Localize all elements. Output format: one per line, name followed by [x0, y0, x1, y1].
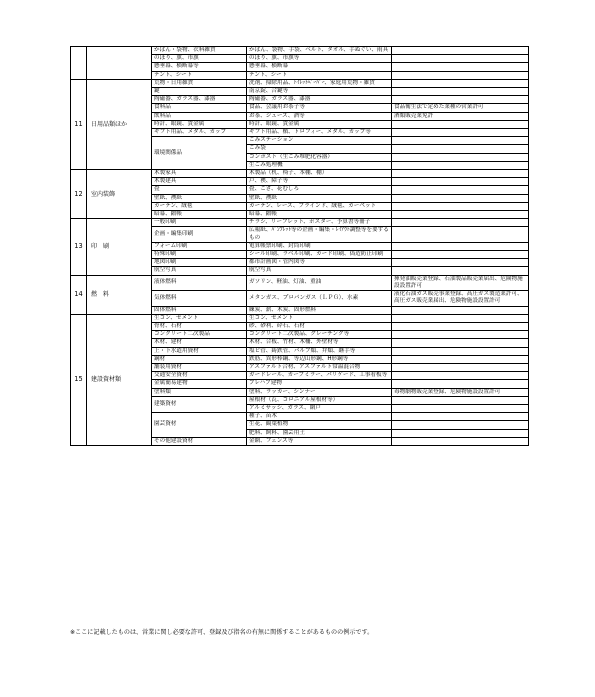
- license-cell: [392, 194, 529, 202]
- examples-cell: アルミサッシ、ガラス、網戸: [247, 404, 392, 412]
- examples-cell: 練炭、薪、木炭、固形燃料: [247, 306, 392, 314]
- subcategory-cell: 生コン、セメント: [152, 314, 247, 322]
- subcategory-cell: 食料品: [152, 104, 247, 112]
- examples-cell: コンポスト（生ごみ堆肥化容器）: [247, 153, 392, 161]
- examples-cell: 種子、苗木: [247, 413, 392, 421]
- license-cell: [392, 355, 529, 363]
- license-cell: [392, 331, 529, 339]
- license-cell: [392, 96, 529, 104]
- examples-cell: のぼり、旗、市旗等: [247, 55, 392, 63]
- subcategory-cell: テント、シート: [152, 71, 247, 79]
- subcategory-cell: カーテン、絨毯: [152, 202, 247, 210]
- license-cell: [392, 71, 529, 79]
- category-number: [71, 47, 87, 80]
- subcategory-cell: かばん・袋物、衣料雑貨: [152, 47, 247, 55]
- license-cell: [392, 88, 529, 96]
- subcategory-cell: 骨材、石材: [152, 322, 247, 330]
- subcategory-cell: 液体燃料: [152, 275, 247, 290]
- examples-cell: アスファルト合材、アスファルト常温混合物: [247, 363, 392, 371]
- examples-cell: 砂、砂利、砕石、石材: [247, 322, 392, 330]
- license-cell: [392, 322, 529, 330]
- subcategory-cell: 地図印刷: [152, 259, 247, 267]
- examples-cell: プレハブ建物: [247, 380, 392, 388]
- subcategory-cell: 荒物・日用雑貨: [152, 79, 247, 87]
- license-cell: 食品衛生法で定めた業種の営業許可: [392, 104, 529, 112]
- license-cell: [392, 372, 529, 380]
- license-cell: [392, 437, 529, 445]
- examples-cell: 生ごみ処理機: [247, 161, 392, 169]
- subcategory-cell: 環境関係品: [152, 137, 247, 170]
- license-cell: 酒類販売業免許: [392, 112, 529, 120]
- subcategory-cell: 舗装用資材: [152, 363, 247, 371]
- subcategory-cell: その他建設資材: [152, 437, 247, 445]
- examples-cell: カーテン、レース、ブラインド、絨毯、カーペット: [247, 202, 392, 210]
- examples-cell: ガードレール、カーブミラー、バリケード、工事看板等: [247, 372, 392, 380]
- examples-cell: 広報紙、ﾊﾟﾝﾌﾚｯﾄ等の企画・編集・ﾚｲｱｳﾄ調整等を要するもの: [247, 227, 392, 242]
- license-cell: [392, 429, 529, 437]
- subcategory-cell: 飲料品: [152, 112, 247, 120]
- subcategory-cell: 木材、建材: [152, 339, 247, 347]
- table-row: [71, 170, 529, 178]
- category-name: 建設資材類: [87, 314, 152, 445]
- subcategory-cell: 一般印刷: [152, 219, 247, 227]
- table-row: [71, 219, 529, 227]
- subcategory-cell: コンクリート二次製品: [152, 331, 247, 339]
- examples-cell: ごみステーション: [247, 137, 392, 145]
- license-cell: [392, 227, 529, 242]
- license-cell: [392, 47, 529, 55]
- examples-cell: 戸、襖、障子等: [247, 178, 392, 186]
- license-cell: 液化石油ガス販売事業登録、高圧ガス製造業許可、高圧ガス販売業届出、危険物施設設置許可: [392, 291, 529, 306]
- license-cell: [392, 137, 529, 145]
- license-cell: [392, 202, 529, 210]
- examples-cell: テント、シート: [247, 71, 392, 79]
- examples-cell: チラシ、リーフレット、ポスター、予算書等冊子: [247, 219, 392, 227]
- category-number: 12: [71, 170, 87, 219]
- examples-cell: ごみ袋: [247, 145, 392, 153]
- category-number: 11: [71, 79, 87, 169]
- license-cell: [392, 211, 529, 219]
- category-name: 印 刷: [87, 219, 152, 275]
- category-name: 室内装飾: [87, 170, 152, 219]
- license-cell: [392, 120, 529, 128]
- license-cell: [392, 170, 529, 178]
- license-cell: [392, 55, 529, 63]
- category-name: [87, 47, 152, 80]
- examples-cell: 畳、ござ、花むしろ: [247, 186, 392, 194]
- examples-cell: 木材、合板、竹材、木柵、外壁材等: [247, 339, 392, 347]
- examples-cell: 肥料、飼料、園芸用土: [247, 429, 392, 437]
- examples-cell: 木製品（机、椅子、本棚、棚）: [247, 170, 392, 178]
- table-row: [71, 314, 529, 322]
- examples-cell: 時計、眼鏡、貴金属: [247, 120, 392, 128]
- subcategory-cell: 時計、眼鏡、貴金属: [152, 120, 247, 128]
- subcategory-cell: 特殊印刷: [152, 251, 247, 259]
- license-cell: [392, 242, 529, 250]
- license-cell: 揮発油販売業登録、石油製品販売業届出、危険物施設設置許可: [392, 275, 529, 290]
- subcategory-cell: 金属簡易建物: [152, 380, 247, 388]
- examples-cell: 壁紙、襖紙: [247, 194, 392, 202]
- examples-cell: 鉄筋、異形棒鋼、等辺山形鋼、H形鋼等: [247, 355, 392, 363]
- examples-cell: 屋根材（瓦、コロニアル屋根材等）: [247, 396, 392, 404]
- license-cell: [392, 251, 529, 259]
- license-cell: [392, 267, 529, 275]
- footnote: ※ここに記載したものは、営業に関し必要な許可、登録及び指名の有無に関係することがあるものの例示です。: [70, 629, 374, 636]
- subcategory-cell: 航空写真: [152, 267, 247, 275]
- subcategory-cell: 鋼材: [152, 355, 247, 363]
- subcategory-cell: 建築資材: [152, 396, 247, 412]
- license-cell: [392, 153, 529, 161]
- examples-cell: 陶磁器、ガラス器、漆器: [247, 96, 392, 104]
- license-cell: [392, 161, 529, 169]
- examples-cell: 航空写真: [247, 267, 392, 275]
- license-cell: 毒物劇物販売業登録、危険物施設設置許可: [392, 388, 529, 396]
- license-cell: [392, 314, 529, 322]
- table-row: [71, 79, 529, 87]
- subcategory-cell: 上・下水道用資材: [152, 347, 247, 355]
- examples-cell: かばん、袋物、手袋、ベルト、タオル、手ぬぐい、雨具: [247, 47, 392, 55]
- examples-cell: ギフト用品、楯、トロフィー、メダル、カップ等: [247, 129, 392, 137]
- license-cell: [392, 259, 529, 267]
- license-cell: [392, 219, 529, 227]
- category-name: 燃 料: [87, 275, 152, 314]
- subcategory-cell: 畳: [152, 186, 247, 194]
- subcategory-cell: 壁紙、襖紙: [152, 194, 247, 202]
- subcategory-cell: 塗料類: [152, 388, 247, 396]
- subcategory-cell: のぼり、旗、市旗: [152, 55, 247, 63]
- examples-cell: 懸垂幕、横断幕: [247, 63, 392, 71]
- subcategory-cell: 懸垂幕、横断幕等: [152, 63, 247, 71]
- license-cell: [392, 63, 529, 71]
- examples-cell: 塗料、ラッカー、シンナー: [247, 388, 392, 396]
- license-cell: [392, 380, 529, 388]
- examples-cell: 生花、観葉植物: [247, 421, 392, 429]
- license-cell: [392, 347, 529, 355]
- subcategory-cell: 固体燃料: [152, 306, 247, 314]
- license-cell: [392, 145, 529, 153]
- license-cell: [392, 79, 529, 87]
- subcategory-cell: 木製家具: [152, 170, 247, 178]
- examples-cell: コンクリート二次製品、グレーチング等: [247, 331, 392, 339]
- examples-cell: 洗剤、掃除用品、ﾄｲﾚｯﾄﾍﾟｰﾊﾟｰ、家庭用荒物・雑貨: [247, 79, 392, 87]
- category-number: 14: [71, 275, 87, 314]
- category-name: 日用品類ほか: [87, 79, 152, 169]
- examples-cell: お茶、ジュース、酒等: [247, 112, 392, 120]
- license-cell: [392, 413, 529, 421]
- subcategory-cell: 陶磁器、ガラス器、漆器: [152, 96, 247, 104]
- subcategory-cell: 気体燃料: [152, 291, 247, 306]
- license-cell: [392, 404, 529, 412]
- examples-cell: 食品、会議用お茶子等: [247, 104, 392, 112]
- subcategory-cell: 交通安全資材: [152, 372, 247, 380]
- examples-cell: 都市計画図・管内図等: [247, 259, 392, 267]
- subcategory-cell: 園芸資材: [152, 413, 247, 438]
- examples-cell: 生コン、セメント: [247, 314, 392, 322]
- license-cell: [392, 178, 529, 186]
- examples-cell: 南京錠、合鍵等: [247, 88, 392, 96]
- examples-cell: メタンガス、プロパンガス（ＬＰＧ）、水素: [247, 291, 392, 306]
- table-row: [71, 275, 529, 290]
- license-cell: [392, 339, 529, 347]
- category-number: 13: [71, 219, 87, 275]
- license-cell: [392, 186, 529, 194]
- examples-cell: 電算帳票印刷、封筒印刷: [247, 242, 392, 250]
- license-cell: [392, 363, 529, 371]
- subcategory-cell: フォーム印刷: [152, 242, 247, 250]
- category-number: 15: [71, 314, 87, 445]
- license-cell: [392, 421, 529, 429]
- license-cell: [392, 129, 529, 137]
- examples-cell: 暗幕、緞帳: [247, 211, 392, 219]
- category-table: [70, 46, 529, 446]
- table-row: [71, 47, 529, 55]
- examples-cell: シール印刷、ラベル印刷、カード印刷、偽造防止印刷: [247, 251, 392, 259]
- examples-cell: 塩ビ管、鋳鉄管、バルブ類、弁類、継手等: [247, 347, 392, 355]
- examples-cell: 金網、フェンス等: [247, 437, 392, 445]
- subcategory-cell: ギフト用品、メダル、カップ: [152, 129, 247, 137]
- subcategory-cell: 鍵: [152, 88, 247, 96]
- license-cell: [392, 306, 529, 314]
- subcategory-cell: 企画・編集印刷: [152, 227, 247, 242]
- examples-cell: ガソリン、軽油、灯油、重油: [247, 275, 392, 290]
- category-table-body: [71, 47, 529, 446]
- subcategory-cell: 暗幕、緞帳: [152, 211, 247, 219]
- license-cell: [392, 396, 529, 404]
- subcategory-cell: 木製建具: [152, 178, 247, 186]
